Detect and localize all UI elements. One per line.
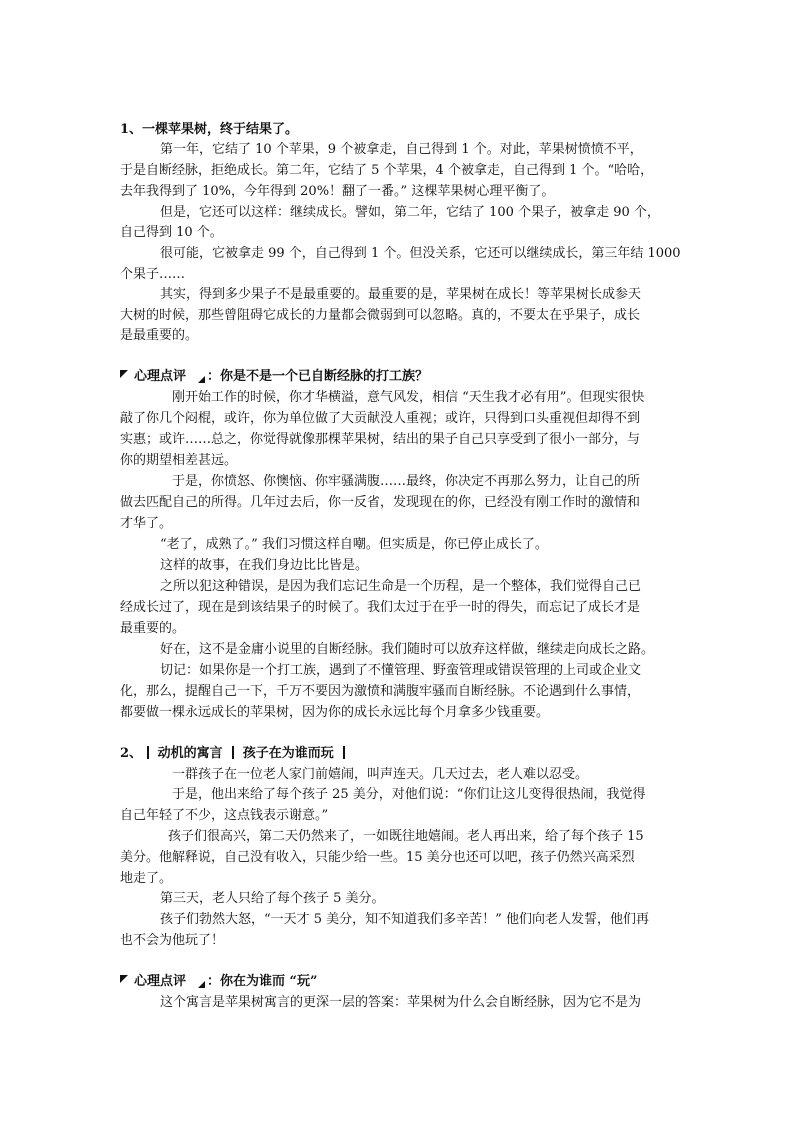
- triangle-left-icon: [120, 370, 128, 378]
- bar-icon: [147, 746, 149, 759]
- comment2-label: 心理点评: [134, 974, 187, 989]
- section2-line: 第三天，老人只给了每个孩子 5 美分。: [160, 891, 385, 906]
- comment2-line: 这个寓言是苹果树寓言的更深一层的答案：苹果树为什么会自断经脉，因为它不是为: [160, 995, 642, 1010]
- section2-line: 孩子们勃然大怒，“一天才 5 美分，知不知道我们多辛苦！” 他们向老人发誓，他们再: [160, 912, 649, 927]
- triangle-right-icon: [198, 376, 205, 383]
- section1-heading: 1、一棵苹果树，终于结果了。: [120, 122, 299, 137]
- section2-line: 一群孩子在一位老人家门前嬉闹，叫声连天。几天过去，老人难以忍受。: [172, 767, 589, 782]
- comment1-line: 这样的故事，在我们身边比比皆是。: [160, 558, 369, 573]
- comment1-line: 好在，这不是金庸小说里的自断经脉。我们随时可以放弃这样做，继续走向成长之路。: [160, 642, 655, 657]
- section1-line: 其实，得到多少果子不是最重要的。最重要的是，苹果树在成长！等苹果树长成参天: [160, 287, 642, 302]
- comment1-line: 刚开始工作的时候，你才华横溢，意气风发，相信 “天生我才必有用”。但现实很快: [172, 390, 645, 405]
- comment1-line: 之所以犯这种错误，是因为我们忘记生命是一个历程，是一个整体，我们觉得自己已: [160, 579, 642, 594]
- comment1-line: 都要做一棵永远成长的苹果树，因为你的成长永远比每个月拿多少钱重要。: [120, 705, 550, 720]
- comment1-line: 于是，你愤怒、你懊恼、你牢骚满腹……最终，你决定不再那么努力，让自己的所: [172, 474, 641, 489]
- section1-line: 去年我得到了 10%，今年得到 20%！翻了一番。” 这棵苹果树心理平衡了。: [120, 184, 555, 199]
- comment1-line: 经成长过了，现在是到该结果子的时候了。我们太过于在乎一时的得失，而忘记了成长才是: [120, 600, 641, 615]
- section2-line: 地走了。: [120, 871, 173, 886]
- comment1-line: 切记：如果你是一个打工族，遇到了不懂管理、野蛮管理或错误管理的上司或企业文: [160, 663, 642, 678]
- section1-line: 是最重要的。: [120, 328, 199, 343]
- comment1-line: “老了，成熟了。” 我们习惯这样自嘲。但实质是，你已停止成长了。: [160, 537, 548, 552]
- bar-icon: [343, 746, 345, 759]
- comment1-label: 心理点评: [134, 369, 187, 384]
- comment1-line: 做去匹配自己的所得。几年过去后，你一反省，发现现在的你，已经没有刚工作时的激情和: [120, 495, 641, 510]
- section1-line: 大树的时候，那些曾阻碍它成长的力量都会微弱到可以忽略。真的，不要太在乎果子，成长: [120, 308, 641, 323]
- section1-line: 但是，它还可以这样：继续成长。譬如，第二年，它结了 100 个果子，被拿走 90 个，: [160, 205, 660, 220]
- comment1-line: 化，那么，提醒自己一下，千万不要因为激愤和满腹牢骚而自断经脉。不论遇到什么事情，: [120, 684, 641, 699]
- section2-line: 自己年轻了不少，这点钱表示谢意。”: [120, 808, 329, 823]
- comment2-title: ：你在为谁而 “玩”: [207, 974, 318, 989]
- section2-heading-a: 动机的寓言: [157, 746, 223, 761]
- comment1-line: 你的期望相差甚远。: [120, 453, 238, 468]
- section1-line: 很可能，它被拿走 99 个，自己得到 1 个。但没关系，它还可以继续成长，第三年结 1000: [160, 246, 681, 261]
- section2-line: 也不会为他玩了！: [120, 933, 225, 948]
- section2-line: 美分。他解释说，自己没有收入，只能少给一些。15 美分也还可以吧，孩子仍然兴高采烈: [120, 850, 635, 865]
- comment1-line: 实惠；或许……总之，你觉得就像那棵苹果树，结出的果子自己只享受到了很小一部分，与: [120, 432, 641, 447]
- comment1-line: 才华了。: [120, 516, 173, 531]
- triangle-left-icon: [120, 975, 128, 983]
- section2-heading: [120, 745, 345, 763]
- section2-number: 2、: [120, 746, 143, 761]
- comment1-title: ：你是不是一个已自断经脉的打工族？: [207, 369, 429, 384]
- section2-line: 于是，他出来给了每个孩子 25 美分，对他们说：“你们让这儿变得很热闹，我觉得: [172, 787, 646, 802]
- section1-line: 个果子……: [120, 267, 186, 282]
- comment1-line: 最重要的。: [120, 621, 186, 636]
- comment1-line: 敲了你几个闷棍，或许，你为单位做了大贡献没人重视；或许，只得到口头重视但却得不到: [120, 411, 641, 426]
- section1-line: 自己得到 10 个。: [120, 225, 223, 240]
- bar-icon: [232, 746, 234, 759]
- section2-heading-b: 孩子在为谁而玩: [242, 746, 334, 761]
- section1-line: 第一年，它结了 10 个苹果，9 个被拿走，自己得到 1 个。对此，苹果树愤愤不平，: [160, 142, 643, 157]
- triangle-right-icon: [198, 981, 205, 988]
- section1-line: 于是自断经脉，拒绝成长。第二年，它结了 5 个苹果，4 个被拿走，自己得到 1 个。“哈哈，: [120, 163, 654, 178]
- section2-line: 孩子们很高兴，第二天仍然来了，一如既往地嬉闹。老人再出来，给了每个孩子 15: [168, 829, 644, 844]
